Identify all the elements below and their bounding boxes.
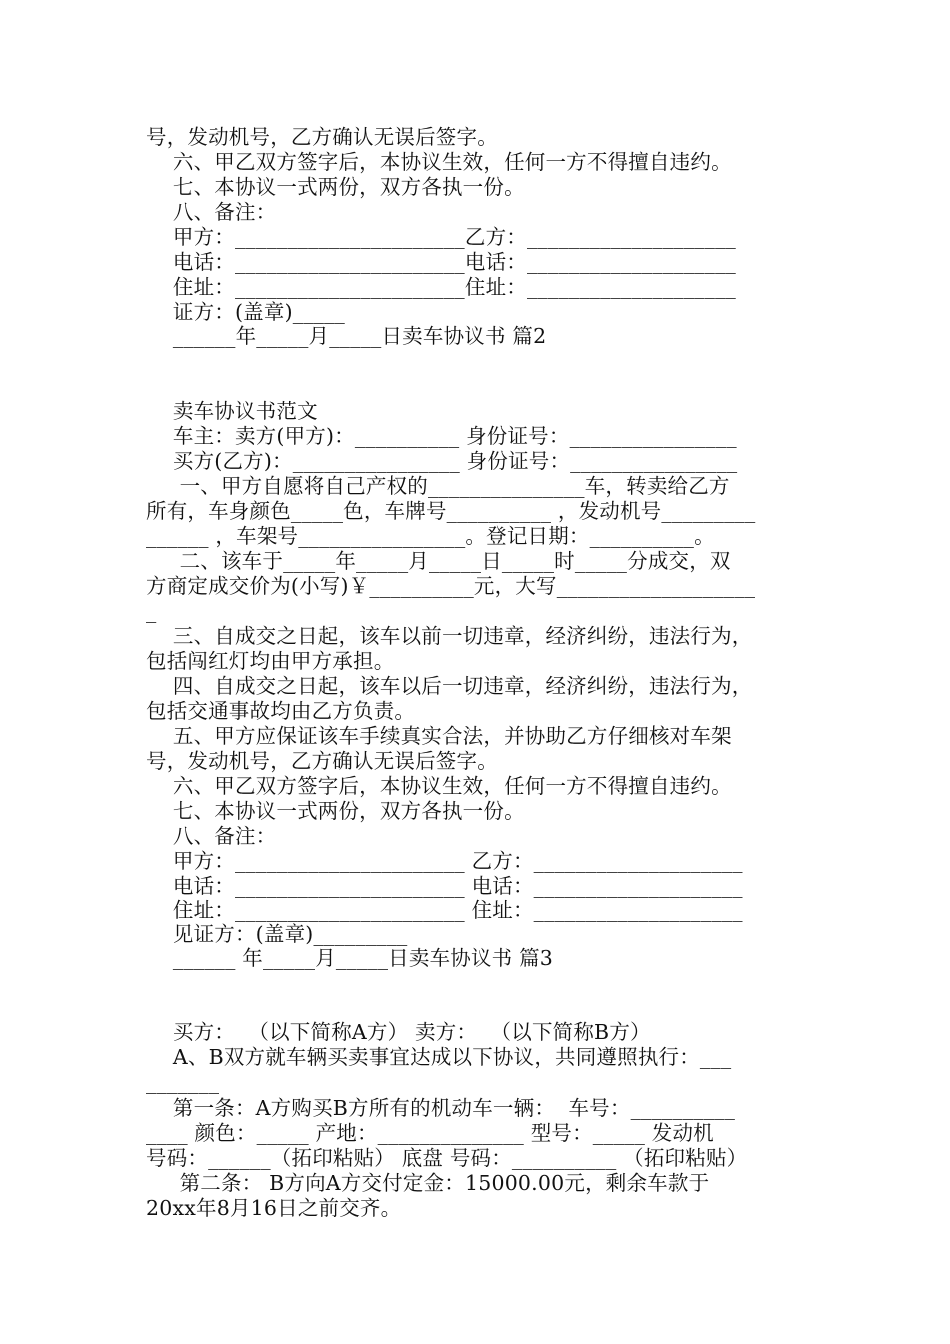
section-heading: ______年_____月_____日卖车协议书 篇2: [146, 324, 547, 348]
text-line: 包括闯红灯均由甲方承担。: [146, 649, 395, 673]
text-line: 所有，车身颜色_____色，车牌号__________ ，发动机号_________: [146, 499, 756, 523]
text-line: ____ 颜色：_____ 产地：______________ 型号：_____ 发动机: [146, 1121, 714, 1145]
text-line: 三、自成交之日起，该车以前一切违章，经济纠纷，违法行为，: [146, 624, 753, 648]
text-line: 六、甲乙双方签字后，本协议生效，任何一方不得擅自违约。: [146, 150, 732, 174]
text-line: _: [146, 599, 157, 623]
text-line: 买方(乙方)：________________ 身份证号：________________: [146, 449, 738, 473]
text-line: 六、甲乙双方签字后，本协议生效，任何一方不得擅自违约。: [146, 774, 732, 798]
text-line: 第一条：A方购买B方所有的机动车一辆： 车号：__________: [146, 1096, 736, 1120]
text-line: 电话：______________________电话：____________________: [146, 250, 736, 274]
text-line: 第二条： B方向A方交付定金：15000.00元，剩余车款于: [146, 1171, 710, 1195]
text-line: 二、该车于_____年_____月_____日_____时_____分成交，双: [146, 549, 731, 573]
text-line: 20xx年8月16日之前交齐。: [146, 1196, 402, 1220]
text-line: 住址：______________________ 住址：____________________: [146, 898, 743, 922]
text-line: 车主：卖方(甲方)：__________ 身份证号：________________: [146, 424, 737, 448]
text-line: 电话：______________________ 电话：____________________: [146, 874, 743, 898]
text-line: 证方：(盖章)_____: [146, 300, 346, 324]
text-line: 五、甲方应保证该车手续真实合法，并协助乙方仔细核对车架: [146, 724, 732, 748]
text-line: 一、甲方自愿将自己产权的_______________车，转卖给乙方: [146, 474, 730, 498]
text-line: 见证方：(盖章)_________: [146, 922, 408, 946]
text-line: 号码：______（拓印粘贴） 底盘 号码：__________ （拓印粘贴）: [146, 1146, 748, 1170]
text-line: _______: [146, 1070, 220, 1094]
text-line: 住址：______________________住址：____________________: [146, 275, 736, 299]
text-line: 甲方：______________________乙方：____________________: [146, 225, 736, 249]
text-line: 八、备注：: [146, 824, 277, 848]
text-line: 号，发动机号，乙方确认无误后签字。: [146, 749, 498, 773]
text-line: 甲方：______________________ 乙方：____________________: [146, 849, 743, 873]
text-line: 四、自成交之日起，该车以后一切违章，经济纠纷，违法行为，: [146, 674, 753, 698]
text-line: ______ ，车架号________________。登记日期：__________。: [146, 524, 715, 548]
text-line: 七、本协议一式两份，双方各执一份。: [146, 175, 525, 199]
text-line: 七、本协议一式两份，双方各执一份。: [146, 799, 525, 823]
section-heading: ______ 年_____月_____日卖车协议书 篇3: [146, 946, 554, 970]
text-line: 方商定成交价为(小写)￥__________元，大写___________________: [146, 574, 756, 598]
text-line: 买方： （以下简称A方） 卖方： （以下简称B方）: [146, 1020, 651, 1044]
text-line: 八、备注：: [146, 200, 277, 224]
document-title: 卖车协议书范文: [146, 399, 318, 423]
text-line: A、B双方就车辆买卖事宜达成以下协议，共同遵照执行：___: [146, 1045, 732, 1069]
text-line: 号，发动机号，乙方确认无误后签字。: [146, 125, 498, 149]
text-line: 包括交通事故均由乙方负责。: [146, 699, 416, 723]
